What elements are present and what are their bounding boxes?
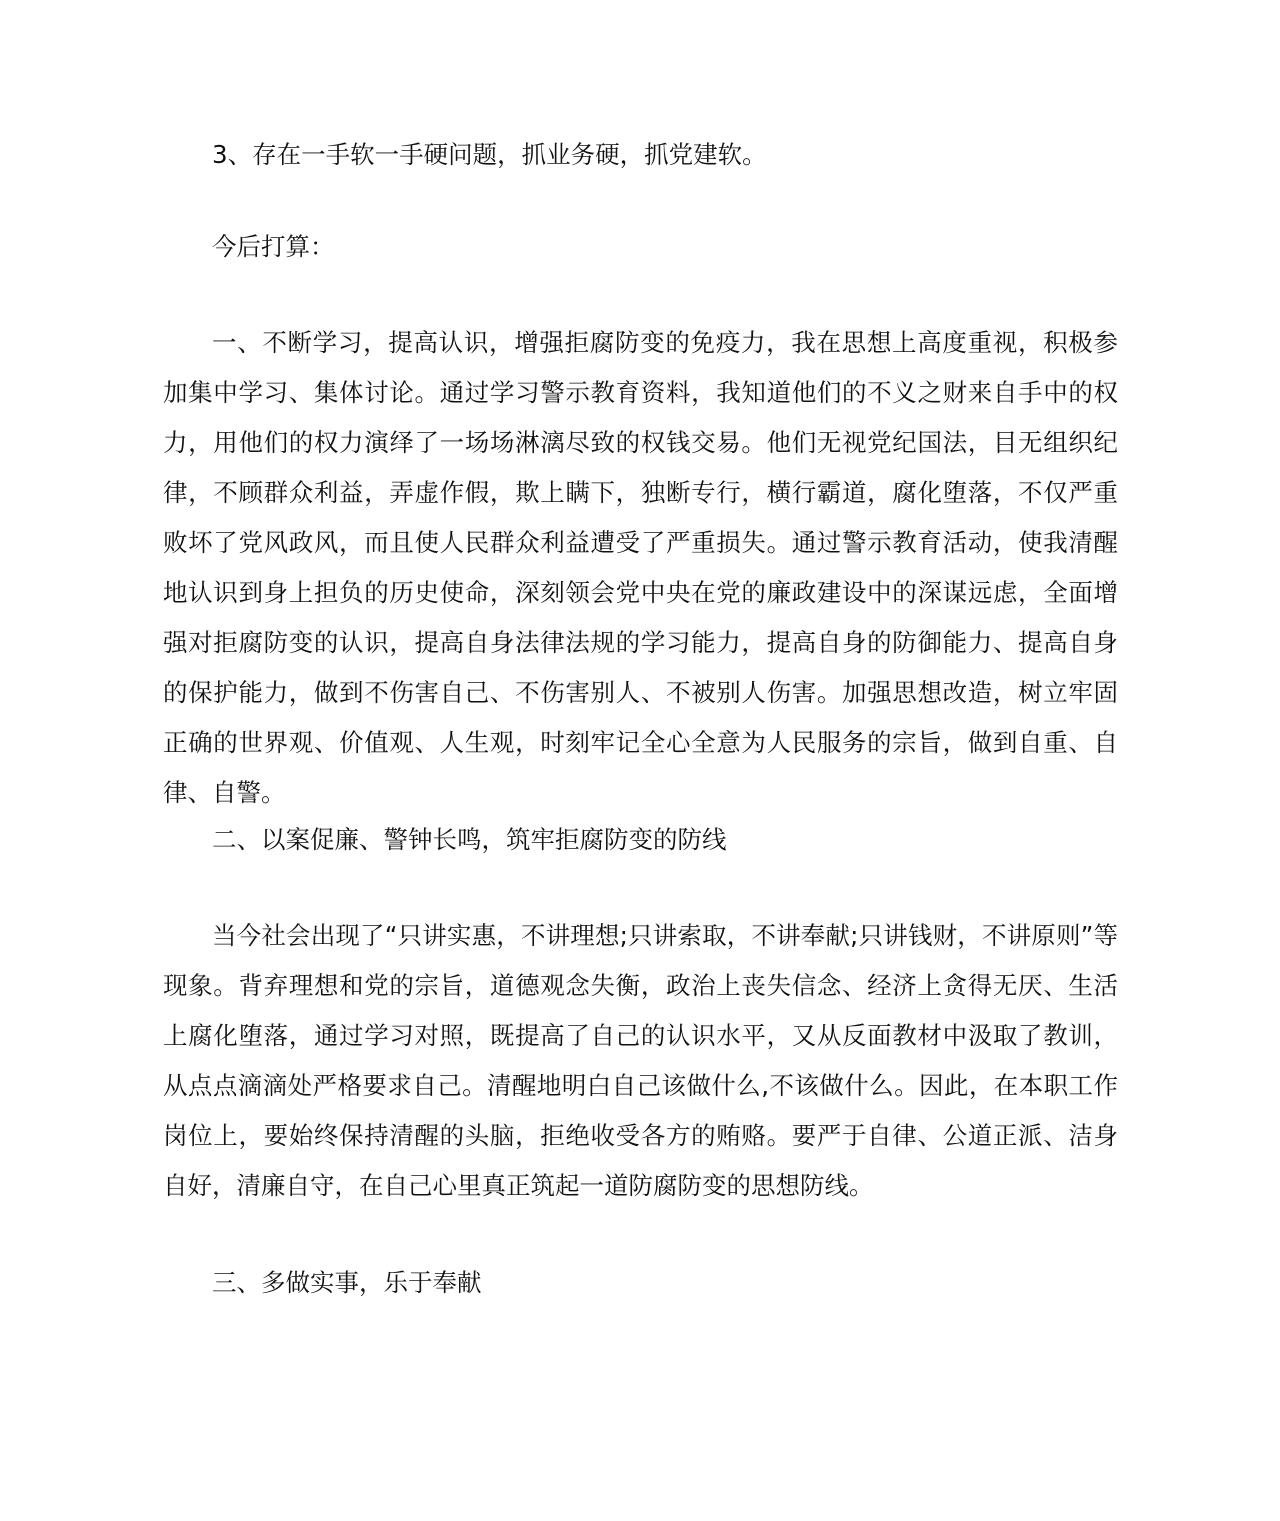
paragraph-section-2-heading: 二、以案促廉、警钟长鸣，筑牢拒腐防变的防线 bbox=[212, 825, 727, 854]
paragraph-section-1: 一、不断学习，提高认识，增强拒腐防变的免疫力，我在思想上高度重视，积极参加集中学习、集体讨论。通过学习警示教育资料，我知道他们的不义之财来自手中的权力，用他们的权力演绎了一场场淋漓尽致的权钱交易。他们无视党纪国法，目无组织纪律，不顾群众利益，弄虚作假，欺上瞒下，独断专行，横行霸道，腐化堕落，不仅严重败坏了党风政风，而且使人民群众利益遭受了严重损失。通过警示教育活动，使我清醒地认识到身上担负的历史使命，深刻领会党中央在党的廉政建设中的深谋远虑，全面增强对拒腐防变的认识，提高自身法律法规的学习能力，提高自身的防御能力、提高自身的保护能力，做到不伤害自己、不伤害别人、不被别人伤害。加强思想改造，树立牢固正确的世界观、价值观、人生观，时刻牢记全心全意为人民服务的宗旨，做到自重、自律、自警。 bbox=[163, 328, 1118, 807]
paragraph-future-plan-heading: 今后打算： bbox=[212, 232, 335, 261]
paragraph-section-3-heading: 三、多做实事，乐于奉献 bbox=[212, 1268, 482, 1297]
paragraph-section-2-body: 当今社会出现了“只讲实惠，不讲理想;只讲索取，不讲奉献;只讲钱财，不讲原则”等现象。背弃理想和党的宗旨，道德观念失衡，政治上丧失信念、经济上贪得无厌、生活上腐化堕落，通过学习对照，既提高了自己的认识水平，又从反面教材中汲取了教训，从点点滴滴处严格要求自己。清醒地明白自己该做什么,不该做什么。因此，在本职工作岗位上，要始终保持清醒的头脑，拒绝收受各方的贿赂。要严于自律、公道正派、洁身自好，清廉自守，在自己心里真正筑起一道防腐防变的思想防线。 bbox=[163, 921, 1118, 1200]
paragraph-problem-3: 3、存在一手软一手硬问题，抓业务硬，抓党建软。 bbox=[212, 140, 767, 169]
